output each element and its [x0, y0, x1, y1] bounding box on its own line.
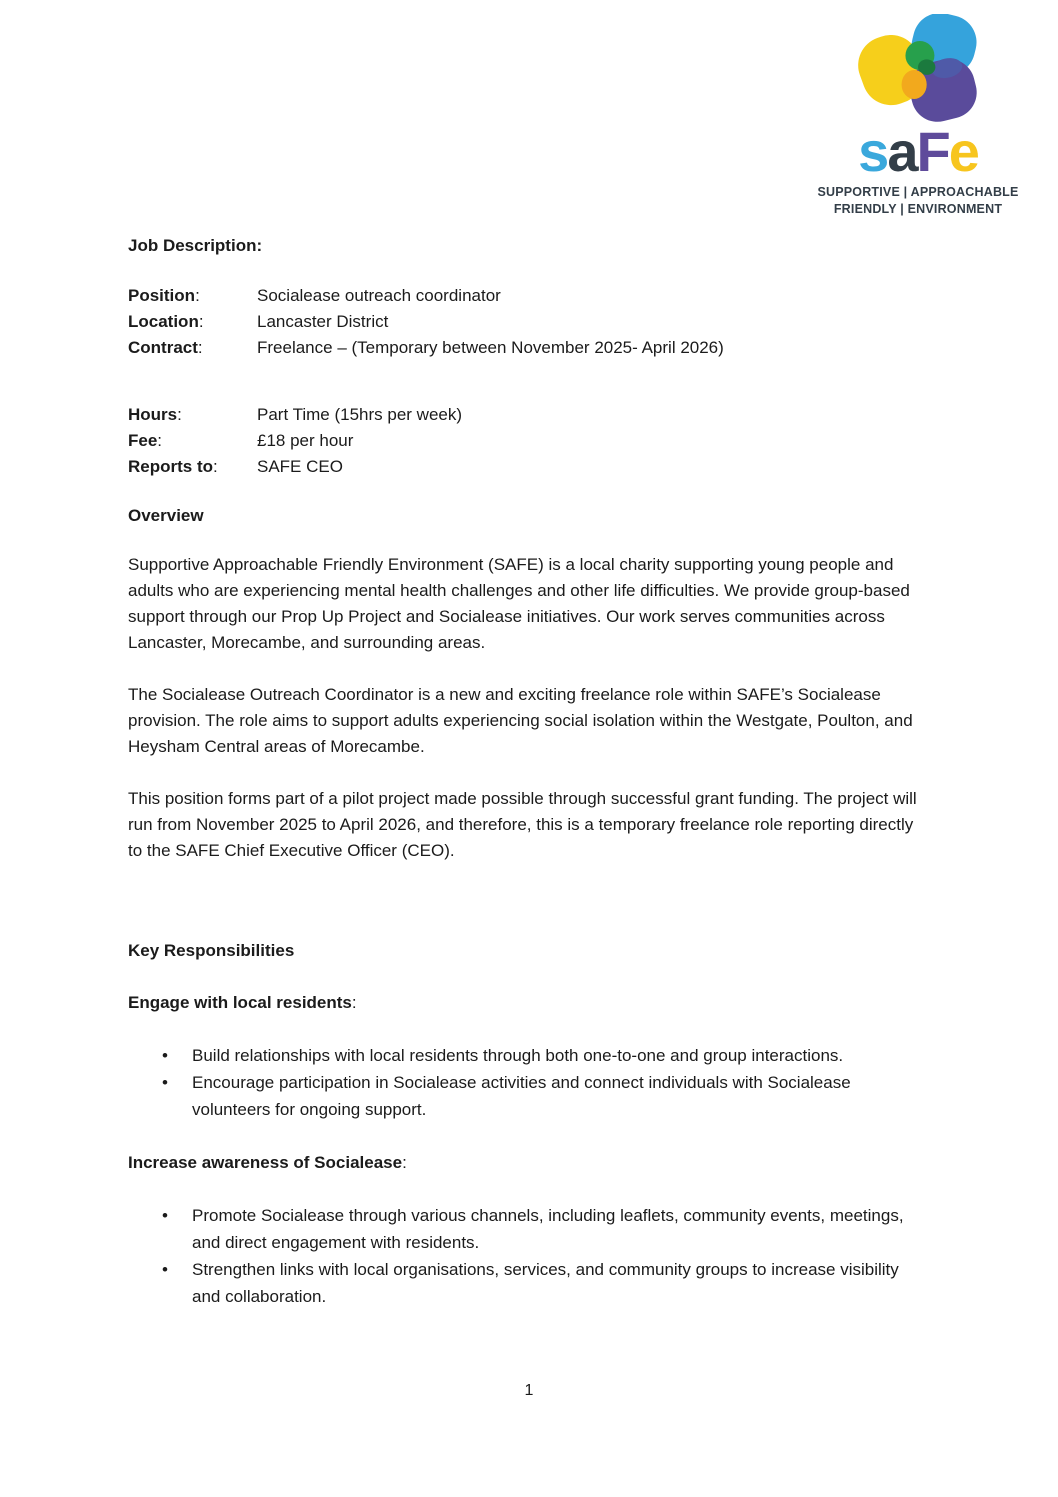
section-heading-awareness: Increase awareness of Socialease: [128, 1153, 407, 1172]
job-details-top [128, 283, 930, 361]
detail-value: £18 per hour [257, 431, 354, 450]
safe-logo-blobs-icon [852, 14, 984, 128]
bullet-item: • Strengthen links with local organisations, services, and community groups to increase visibility and collaboration. [128, 1256, 930, 1310]
logo-tagline-line1: SUPPORTIVE | APPROACHABLE [817, 185, 1019, 199]
detail-row-fee [128, 428, 930, 454]
detail-value: Lancaster District [257, 312, 389, 331]
detail-value: Freelance – (Temporary between November 2025- April 2026) [257, 338, 724, 357]
detail-value: Socialease outreach coordinator [257, 286, 501, 305]
detail-row-contract [128, 335, 930, 361]
wordmark-letter-e: e [948, 120, 978, 183]
detail-label: Hours: [128, 405, 182, 424]
wordmark-letter-s: s [858, 120, 888, 183]
logo-tagline [817, 184, 1018, 218]
detail-row-location [128, 309, 930, 335]
detail-label: Position: [128, 286, 200, 305]
bullet-item: • Promote Socialease through various channels, including leaflets, community events, meetings, and direct engagement with residents. [128, 1202, 930, 1256]
detail-row-position [128, 283, 930, 309]
safe-logo [817, 14, 1019, 218]
safe-wordmark [858, 120, 978, 183]
detail-label: Fee: [128, 431, 163, 450]
document-content [128, 233, 930, 1337]
bullet-item: • Build relationships with local residents through both one-to-one and group interactions. [128, 1042, 930, 1069]
detail-row-reports-to [128, 454, 930, 480]
overview-paragraph: Supportive Approachable Friendly Environment (SAFE) is a local charity supporting young people and adults who are experiencing mental health challenges and other life difficulties. We provide group-based support through our Prop Up Project and Socialease initiatives. Our work serves communities across Lancaster, Morecambe, and surrounding areas. [128, 555, 910, 652]
overview-paragraph: This position forms part of a pilot project made possible through successful grant funding. The project will run from November 2025 to April 2026, and therefore, this is a temporary freelance role reporting directly to the SAFE Chief Executive Officer (CEO). [128, 789, 917, 860]
job-details-bottom [128, 402, 930, 480]
bullet-list-engage [128, 1042, 930, 1123]
detail-label: Contract: [128, 338, 203, 357]
key-responsibilities-heading: Key Responsibilities [128, 941, 295, 960]
detail-value: SAFE CEO [257, 457, 343, 476]
overview-heading: Overview [128, 506, 204, 525]
wordmark-letter-f: F [916, 120, 949, 183]
section-heading-engage: Engage with local residents: [128, 993, 357, 1012]
logo-tagline-line2: FRIENDLY | ENVIRONMENT [833, 202, 1003, 216]
detail-value: Part Time (15hrs per week) [257, 405, 463, 424]
detail-label: Reports to: [128, 457, 218, 476]
wordmark-letter-a: a [887, 120, 917, 183]
bullet-list-awareness [128, 1202, 930, 1310]
overview-paragraph: The Socialease Outreach Coordinator is a new and exciting freelance role within SAFE’s Socialease provision. The role aims to support adults experiencing social isolation within the Westgate, Poulton, and Heysham Central areas of Morecambe. [128, 685, 913, 756]
detail-row-hours [128, 402, 930, 428]
detail-label: Location: [128, 312, 204, 331]
page-number: 1 [524, 1382, 534, 1399]
bullet-item: • Encourage participation in Socialease activities and connect individuals with Socialease volunteers for ongoing support. [128, 1069, 930, 1123]
page-title: Job Description: [128, 236, 263, 255]
